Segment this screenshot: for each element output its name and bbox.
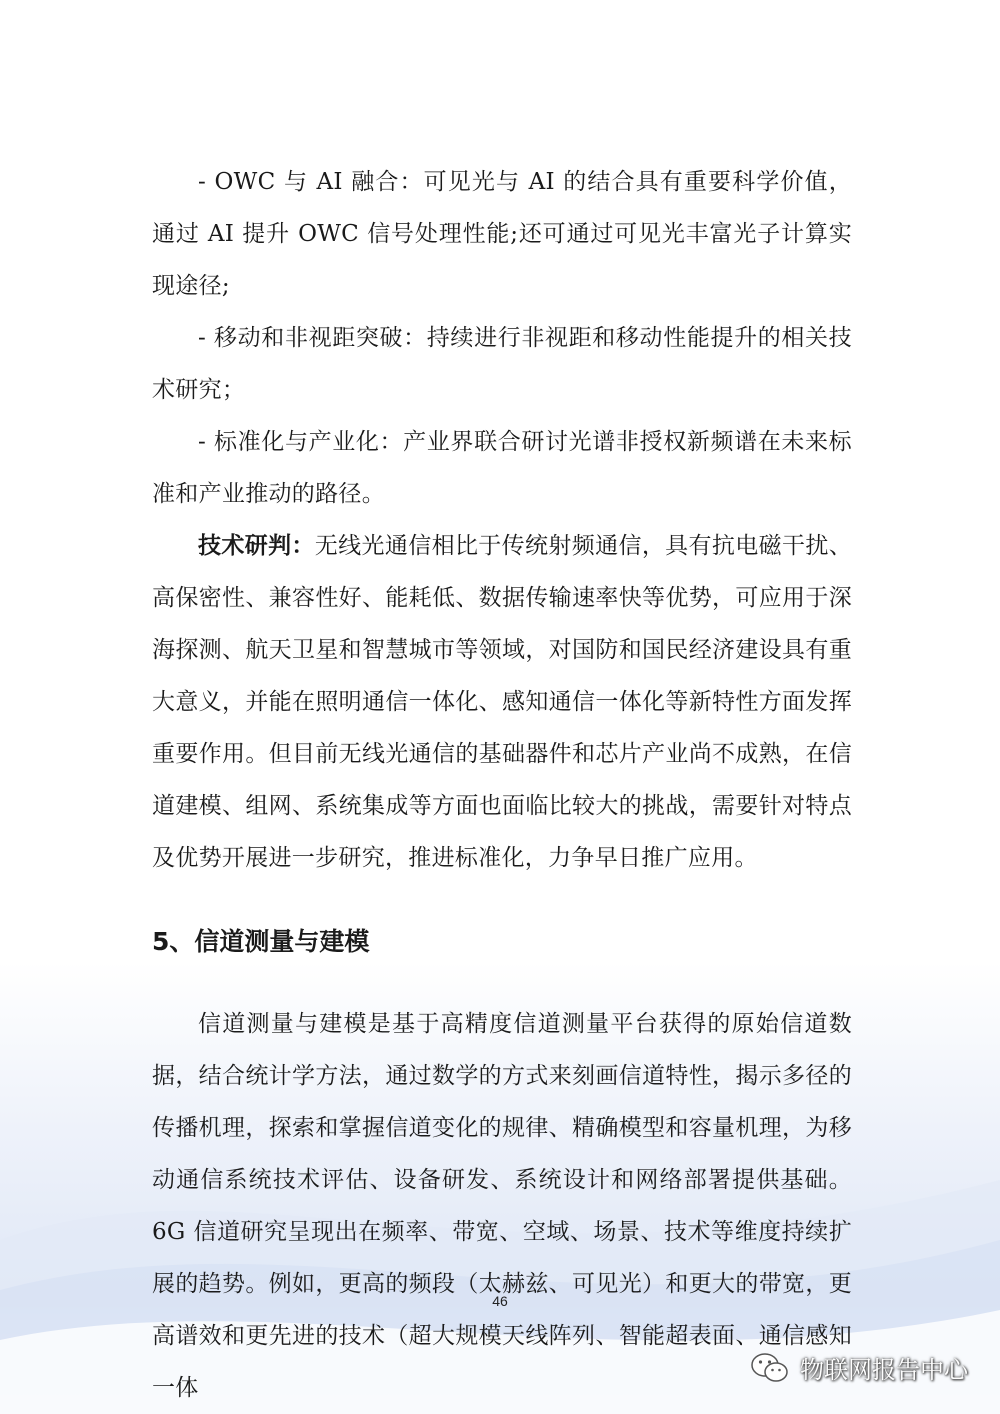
tech-assessment-label: 技术研判： [198, 533, 315, 559]
watermark-text: 物联网报告中心 [800, 1356, 968, 1384]
page-number: 46 [492, 1293, 508, 1309]
bullet-owc-ai: - OWC 与 AI 融合：可见光与 AI 的结合具有重要科学价值，通过 AI 提升 OWC 信号处理性能;还可通过可见光丰富光子计算实现途径; [152, 169, 852, 299]
watermark [750, 1350, 968, 1385]
bullet-standardization: - 标准化与产业化：产业界联合研讨光谱非授权新频谱在未来标准和产业推动的路径。 [152, 429, 852, 507]
section-heading: 5、信道测量与建模 [152, 927, 370, 956]
wechat-icon [750, 1351, 790, 1385]
section-paragraph: 信道测量与建模是基于高精度信道测量平台获得的原始信道数据，结合统计学方法，通过数学的方式来刻画信道特性，揭示多径的传播机理，探索和掌握信道变化的规律、精确模型和容量机理，为移动通信系统技术评估、设备研发、系统设计和网络部署提供基础。6G 信道研究呈现出在频率、带宽、空域、场景、技术等维度持续扩展的趋势。例如，更高的频段（太赫兹、可见光）和更大的带宽，更高谱效和更先进的技术（超大规模天线阵列、智能超表面、通信感知一体 [152, 1011, 852, 1401]
document-body [152, 156, 852, 1414]
bullet-mobility-nlos: - 移动和非视距突破：持续进行非视距和移动性能提升的相关技术研究； [152, 325, 852, 403]
tech-assessment-paragraph [152, 520, 852, 884]
tech-assessment-text: 无线光通信相比于传统射频通信，具有抗电磁干扰、高保密性、兼容性好、能耗低、数据传输速率快等优势，可应用于深海探测、航天卫星和智慧城市等领域，对国防和国民经济建设具有重大意义，并能在照明通信一体化、感知通信一体化等新特性方面发挥重要作用。但目前无线光通信的基础器件和芯片产业尚不成熟，在信道建模、组网、系统集成等方面也面临比较大的挑战，需要针对特点及优势开展进一步研究，推进标准化，力争早日推广应用。 [152, 533, 852, 871]
